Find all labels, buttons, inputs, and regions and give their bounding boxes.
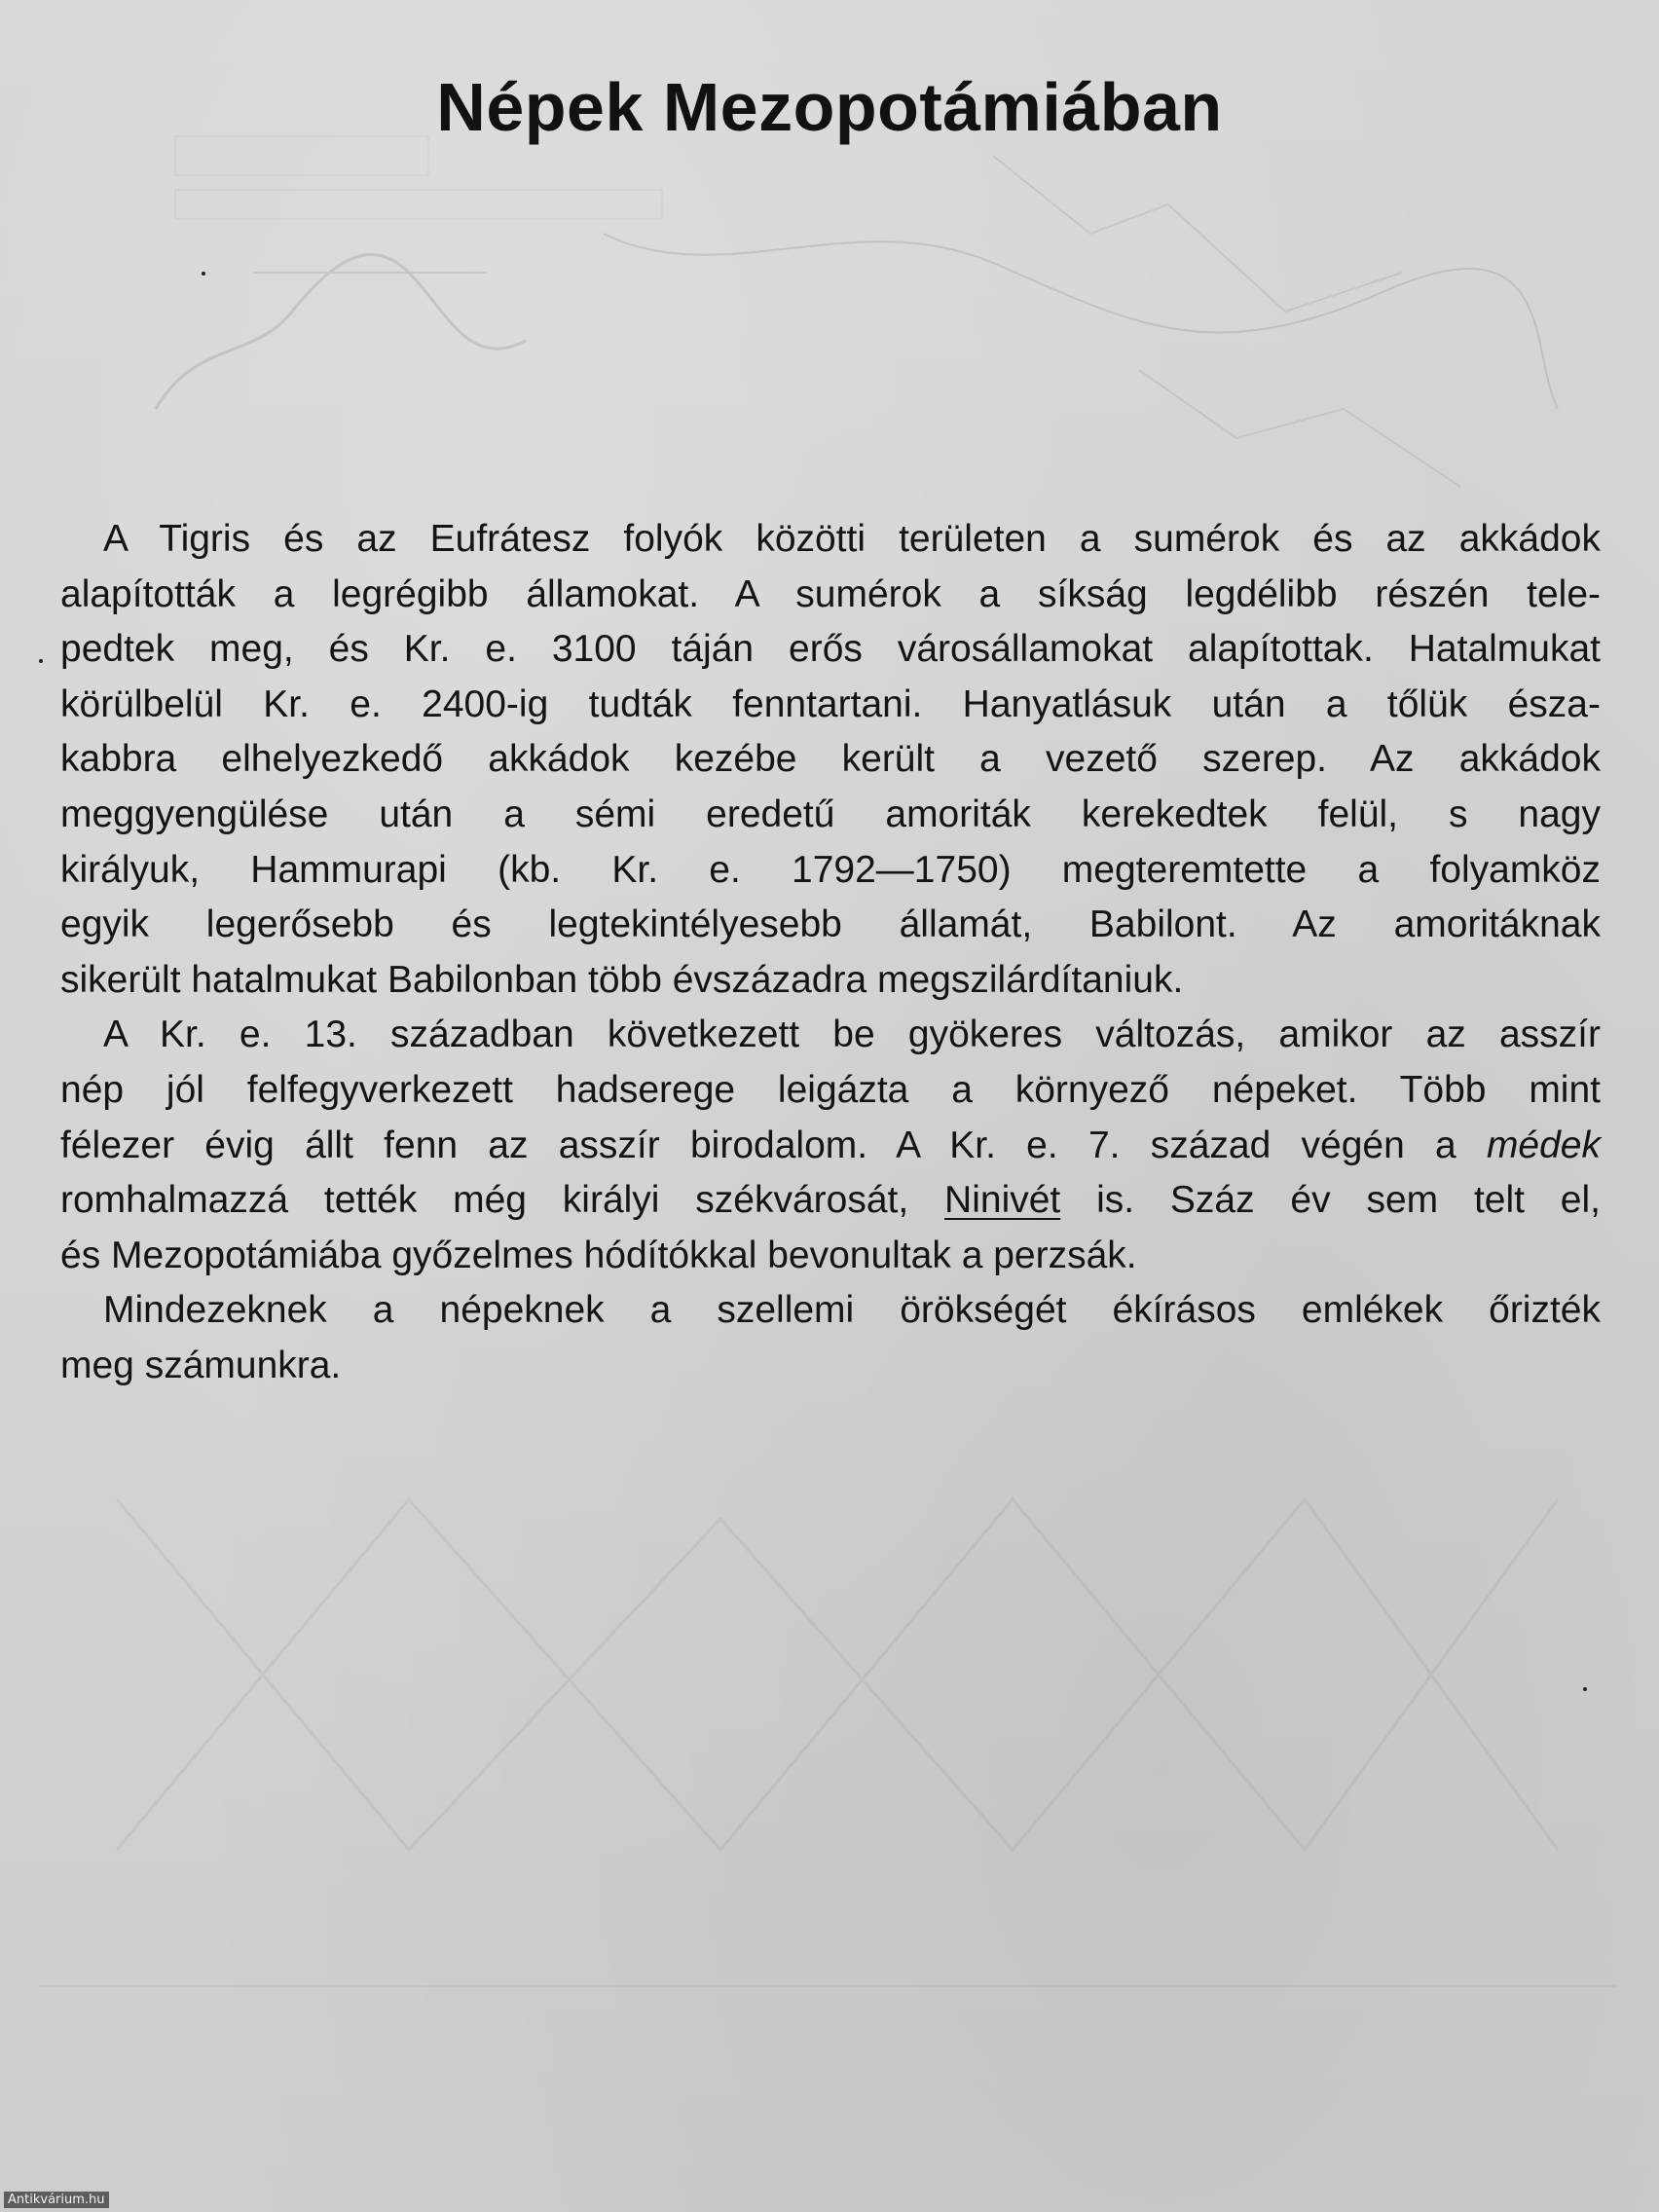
paragraph-line [60,1173,1601,1229]
paragraph-2 [60,1008,1601,1283]
body-text [60,512,1601,1394]
print-speck [1583,1687,1587,1691]
paragraph-line: egyik legerősebb és legtekintélyesebb államát, Babilont. Az amoritáknak [60,903,1601,946]
paragraph-line: nép jól felfegyverkezett hadserege leigázta a környező népeket. Több mint [60,1068,1601,1111]
paragraph-3 [60,1283,1601,1393]
paragraph-line: körülbelül Kr. e. 2400-ig tudták fenntartani. Hanyatlásuk után a tőlük észa- [60,682,1601,725]
line-text: is. Száz év sem telt el, [1060,1179,1601,1222]
page-title: Népek Mezopotámiában [436,69,1223,145]
paragraph-line: A Tigris és az Eufrátesz folyók közötti területen a sumérok és az akkádok [103,518,1601,560]
paragraph-line: sikerült hatalmukat Babilonban több évszázadra megszilárdítaniuk. [60,958,1184,1001]
paragraph-line: pedtek meg, és Kr. e. 3100 táján erős városállamokat alapítottak. Hatalmukat [60,628,1601,671]
paragraph-line: alapították a legrégibb államokat. A sumérok a síkság legdélibb részén tele- [60,572,1601,615]
paragraph-1 [60,512,1601,1008]
watermark: Antikvárium.hu [4,2192,109,2208]
paragraph-line: meg számunkra. [60,1344,342,1386]
paragraph-line [60,1119,1601,1174]
paragraph-line: királyuk, Hammurapi (kb. Kr. e. 1792—1750) megteremtette a folyamköz [60,848,1601,891]
italic-term-medek: médek [1486,1124,1601,1166]
reverse-side-illustration-show-through [39,1441,1616,2122]
paragraph-line: kabbra elhelyezkedő akkádok kezébe került a vezető szerep. Az akkádok [60,738,1601,781]
line-text: romhalmazzá tették még királyi székvárosát, [60,1179,945,1222]
paragraph-line: meggyengülése után a sémi eredetű amoriták kerekedtek felül, s nagy [60,793,1601,835]
reverse-side-map-show-through [117,117,1577,526]
line-text: félezer évig állt fenn az asszír birodalom. A Kr. e. 7. század végén a [60,1124,1487,1166]
print-speck [202,272,205,276]
paragraph-line: Mindezeknek a népeknek a szellemi örökségét ékírásos emlékek őrizték [103,1289,1601,1332]
paragraph-line: és Mezopotámiába győzelmes hódítókkal bevonultak a perzsák. [60,1234,1137,1276]
paragraph-line: A Kr. e. 13. században következett be gyökeres változás, amikor az asszír [103,1014,1601,1056]
underlined-term-ninivet: Ninivét [944,1179,1061,1222]
print-speck [39,659,43,663]
